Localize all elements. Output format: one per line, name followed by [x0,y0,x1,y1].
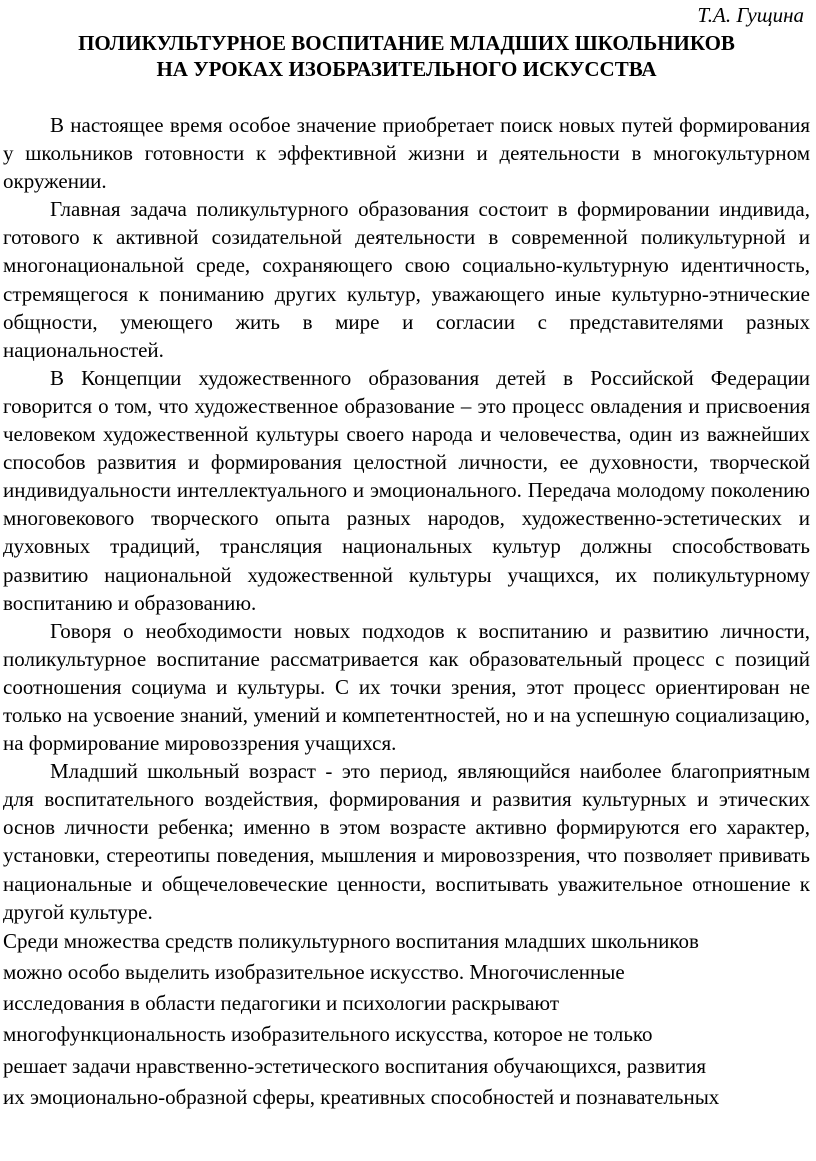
paragraph-3: В Концепции художественного образования детей в Российской Федерации говорится о том, что художественное образование – это процесс овладения и присвоения человеком художественной культуры своего народа и человечества, один из важнейших способов развития и формирования целостной личности, ее духовности, творческой индивидуальности интеллектуального и эмоционального. Передача молодому поколению многовекового творческого опыта разных народов, художественно-эстетических и духовных традиций, трансляция национальных культур должны способствовать развитию национальной художественной культуры учащихся, их поликультурному воспитанию и образованию. [3,365,810,615]
tail-line-3: исследования в области педагогики и психологии раскрывают [3,991,559,1016]
document-title [3,30,810,82]
paragraph-2: Главная задача поликультурного образования состоит в формировании индивида, готового к активной созидательной деятельности в современной поликультурной и многонациональной среде, сохраняющего свою социально-культурную идентичность, стремящегося к пониманию других культур, уважающего иные культурно-этнические общности, умеющего жить в мире и согласии с представителями разных национальностей. [3,197,810,362]
paragraph-4: Говоря о необходимости новых подходов к воспитанию и развитию личности, поликультурное воспитание рассматривается как образовательный процесс с позиций соотношения социума и культуры. С их точки зрения, этот процесс ориентирован не только на усвоение знаний, умений и компетентностей, но и на успешную социализацию, на формирование мировоззрения учащихся. [3,618,810,756]
tail-line-1: Среди множества средств поликультурного воспитания младших школьников [3,928,699,953]
title-line-2: НА УРОКАХ ИЗОБРАЗИТЕЛЬНОГО ИСКУССТВА [156,57,657,81]
paragraph-1: В настоящее время особое значение приобретает поиск новых путей формирования у школьников готовности к эффективной жизни и деятельности в многокультурном окружении. [3,113,810,194]
title-line-1: ПОЛИКУЛЬТУРНОЕ ВОСПИТАНИЕ МЛАДШИХ ШКОЛЬНИКОВ [78,31,735,55]
tail-line-4: многофункциональность изобразительного искусства, которое не только [3,1022,653,1047]
paragraph-5: Младший школьный возраст - это период, являющийся наиболее благоприятным для воспитательного воздействия, формирования и развития культурных и этических основ личности ребенка; именно в этом возрасте активно формируются его характер, установки, стереотипы поведения, мышления и мировоззрения, что позволяет прививать национальные и общечеловеческие ценности, воспитывать уважительное отношение к другой культуре. [3,759,810,924]
title-spacer [3,82,810,111]
author-name: Т.А. Гущина [697,3,804,27]
paragraph-6 [3,926,810,1113]
tail-line-5: решает задачи нравственно-эстетического воспитания обучающихся, развития [3,1053,707,1078]
tail-line-2: можно особо выделить изобразительное искусство. Многочисленные [3,959,625,984]
tail-line-6: их эмоционально-образной сферы, креативных способностей и познавательных [3,1084,720,1109]
